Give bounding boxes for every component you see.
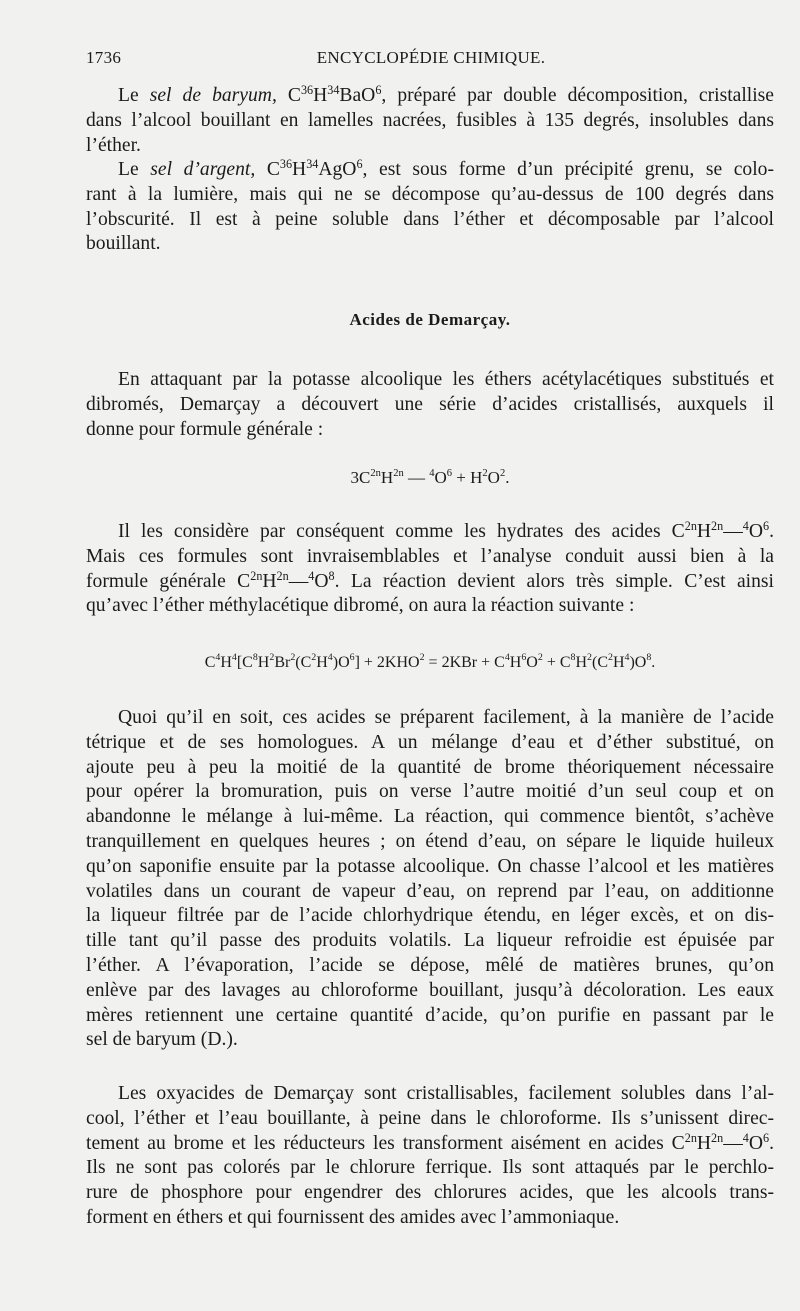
section-heading: Acides de Demarçay. [349,310,511,329]
text-line: la liqueur filtrée par de l’acide chlorhydrique étendu, en léger excès, et on dis- [86,905,774,927]
text-line: mères retiennent une certaine quantité d’acide, qu’on purifie en passant par le [86,1004,774,1026]
running-title: ENCYCLOPÉDIE CHIMIQUE. [316,48,546,67]
text-line: bouillant. [86,233,161,255]
text-line: l’obscurité. Il est à peine soluble dans l’éther et décomposable par l’alcool [86,208,774,230]
text-line: l’éther. [86,134,141,156]
text-line: pour opérer la bromuration, puis on verse l’autre moitié d’un seul coup et on [86,781,774,803]
general-formula: $3C^{2n}H^{2n}$ — $^4O^6 + H^2O^2$. [350,468,510,487]
text-line: Il les considère par conséquent comme les hydrates des acides $C^{2n}H^{2n}—^4O^6$. [118,519,774,542]
text-line: donne pour formule générale : [86,418,324,440]
text-line: En attaquant par la potasse alcoolique les éthers acétylacétiques substitués et [118,369,774,390]
text-line: l’éther. A l’évaporation, l’acide se dépose, mêlé de matières brunes, qu’on [86,954,774,976]
page-number: 1736 [86,48,122,67]
text-line: Quoi qu’il en soit, ces acides se préparent facilement, à la manière de l’acide [118,707,774,728]
text-line: Les oxyacides de Demarçay sont cristallisables, facilement solubles dans l’al- [118,1083,774,1104]
reaction-equation: $C^4H^4[C^8H^2Br^2(C^2H^4)O^6] + 2KHO^2 = 2KBr + C^4H^6O^2 + C^8H^2(C^2H^4)O^8$. [204,652,656,671]
paragraph-introduction [86,368,774,442]
text-line: Ils ne sont pas colorés par le chlorure ferrique. Ils sont attaqués par le perchlo- [86,1157,774,1179]
text-line: Le sel de baryum, $C^{36}H^{34}BaO^6$, préparé par double décomposition, cristallise [118,83,774,106]
text-line: tranquillement en quelques heures ; on étend d’eau, on sépare le liquide huileux [86,830,774,852]
text-line: tétrique et de ses homologues. A un mélange d’eau et d’éther substitué, on [86,731,774,753]
text-line: qu’avec l’éther méthylacétique dibromé, on aura la réaction suivante : [86,595,635,617]
text-line: dibromés, Demarçay a découvert une série d’acides cristallisés, auxquels il [86,393,774,415]
paragraph-preparation [86,706,774,1053]
text-line: volatiles dans un courant de vapeur d’eau, on reprend par l’eau, on additionne [86,880,774,902]
text-line: Mais ces formules sont invraisemblables et l’analyse conduit aussi bien à la [86,545,774,567]
text-line: enlève par des lavages au chloroforme bouillant, jusqu’à décoloration. Les eaux [86,979,774,1001]
text-line: rure de phosphore pour engendrer des chlorures acides, que les alcools trans- [86,1182,774,1204]
paragraph-sel-de-baryum [86,84,774,158]
text-line: formule générale $C^{2n}H^{2n}—^4O^8$. La réaction devient alors très simple. C’est ainsi [86,568,774,592]
text-line: rant à la lumière, mais qui ne se décompose qu’au-dessus de 100 degrés dans [86,183,774,205]
text-line: dans l’alcool bouillant en lamelles nacrées, fusibles à 135 degrés, insolubles dans [86,109,774,131]
paragraph-sel-d-argent [86,158,774,257]
text-line: ajoute peu à peu la moitié de la quantité de brome théoriquement nécessaire [86,756,774,778]
text-line: sel de baryum (D.). [86,1029,238,1051]
text-line: tille tant qu’il passe des produits volatils. La liqueur refroidie est épuisée par [86,930,774,952]
text-line: qu’on saponifie ensuite par la potasse alcoolique. On chasse l’alcool et les matières [86,855,774,877]
text-line: forment en éthers et qui fournissent des amides avec l’ammoniaque. [86,1206,620,1228]
paragraph-properties [86,1082,774,1231]
text-line: abandonne le mélange à lui-même. La réaction, qui commence bientôt, s’achève [86,806,774,828]
paragraph-hydrates [86,520,774,619]
text-line: cool, l’éther et l’eau bouillante, à peine dans le chloroforme. Ils s’unissent direc- [86,1107,774,1129]
text-line: tement au brome et les réducteurs les transforment aisément en acides $C^{2n}H^{2n}—^4O^6$. [86,1130,774,1154]
text-line: Le sel d’argent, $C^{36}H^{34}AgO^6$, est sous forme d’un précipité grenu, se colo- [118,157,774,180]
